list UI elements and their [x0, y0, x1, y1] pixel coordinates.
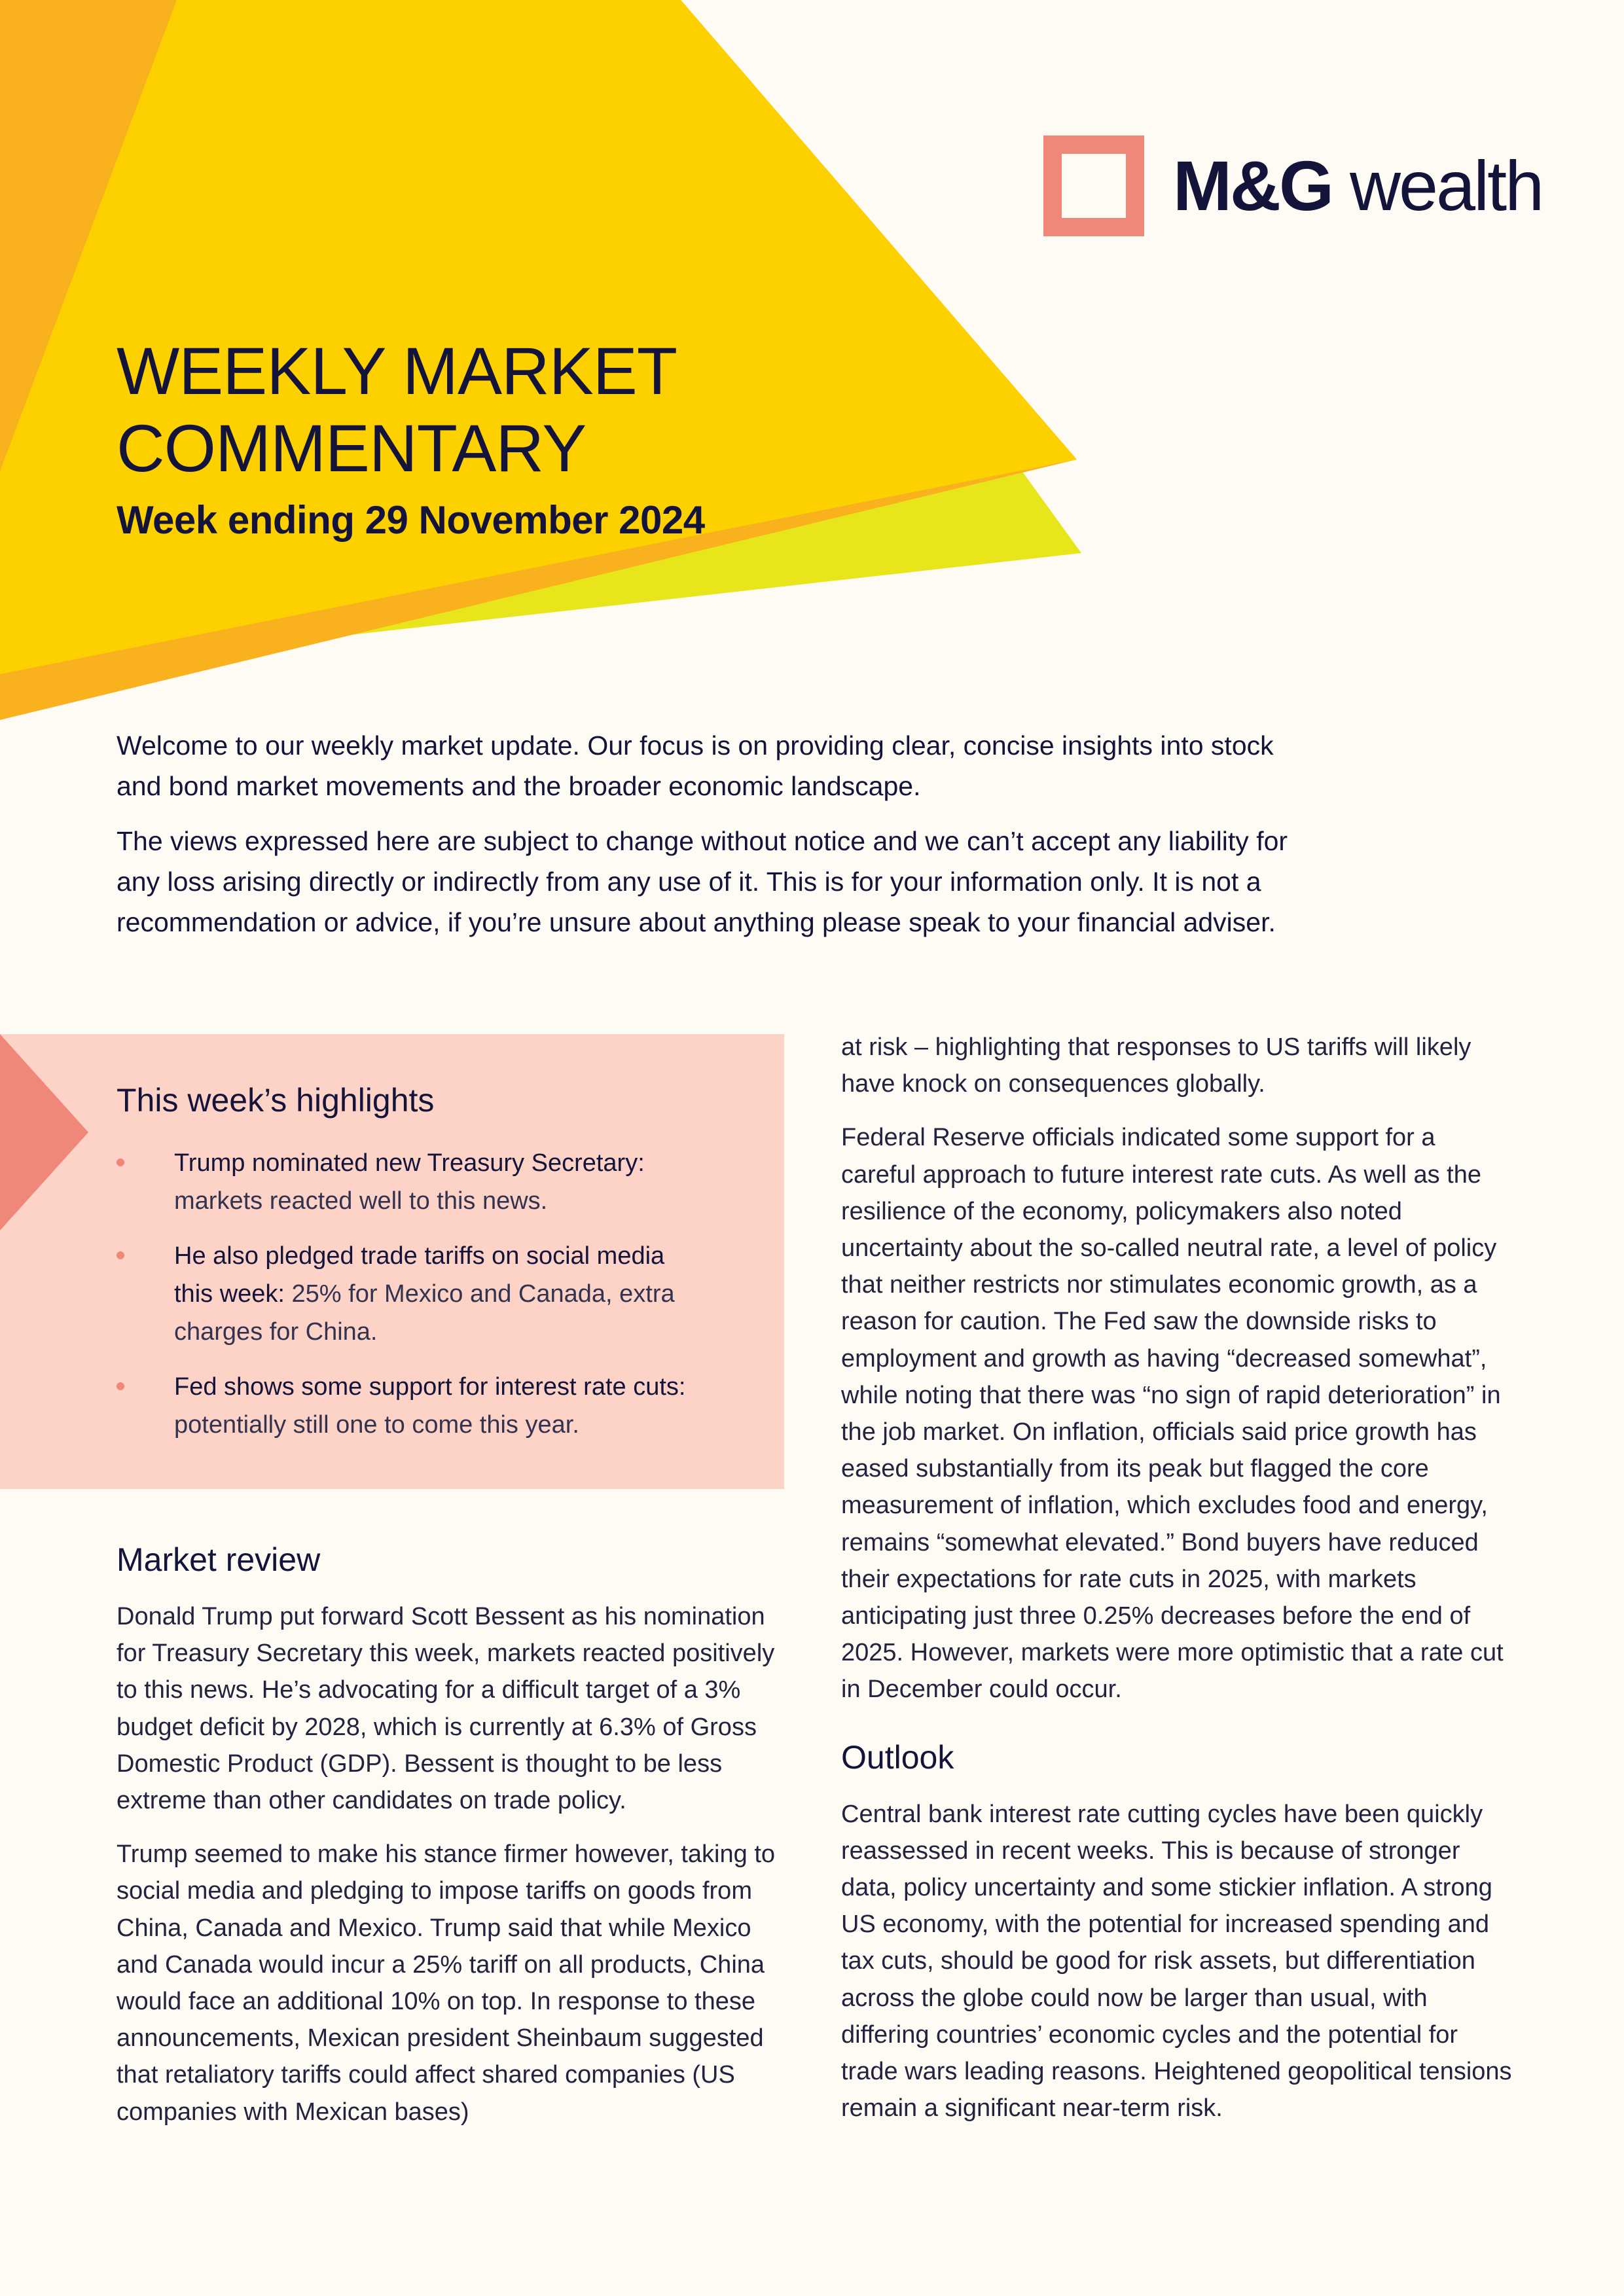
right-column	[841, 1029, 1515, 2144]
market-review-title: Market review	[117, 1541, 321, 1578]
highlight-item	[117, 1368, 706, 1444]
intro-paragraph-2: The views expressed here are subject to change without notice and we can’t accept any liability for any loss arising directly or indirectly from any use of it. This is for your information only. It is not a recommendation or advice, if you’re unsure about anything please speak to your financial adviser.	[117, 826, 1288, 937]
highlight-lead: Trump nominated new Treasury Secretary:	[174, 1149, 645, 1177]
page-subtitle: Week ending 29 November 2024	[117, 498, 705, 542]
logo-wordmark	[1173, 146, 1543, 225]
highlight-detail: markets reacted well to this news.	[174, 1187, 548, 1215]
outlook-title: Outlook	[841, 1738, 954, 1776]
highlight-item	[117, 1237, 706, 1351]
highlights-title: This week’s highlights	[117, 1082, 435, 1119]
market-review-column	[117, 1537, 791, 2147]
outlook-paragraph-1: Central bank interest rate cutting cycles have been quickly reassessed in recent weeks. This is because of stronger data, policy uncertainty and some stickier inflation. A strong US economy, with the potential for increased spending and tax cuts, should be good for risk assets, but differentiation across the globe could now be larger than usual, with differing countries’ economic cycles and the potential for trade wars leading reasons. Heightened geopolitical tensions remain a significant near-term risk.	[841, 1800, 1512, 2123]
bullet-icon	[117, 1251, 124, 1259]
market-review-paragraph-3: at risk – highlighting that responses to US tariffs will likely have knock on consequences globally.	[841, 1033, 1471, 1098]
logo-brand-bold: M&G	[1173, 146, 1332, 225]
highlight-item	[117, 1144, 706, 1220]
bullet-icon	[117, 1382, 124, 1390]
highlight-detail: 25% for Mexico and Canada, extra charges for China.	[174, 1280, 675, 1346]
market-review-paragraph-1: Donald Trump put forward Scott Bessent as his nomination for Treasury Secretary this week, markets reacted positively to this news. He’s advocating for a difficult target of a 3% budget deficit by 2028, which is currently at 6.3% of Gross Domestic Product (GDP). Bessent is thought to be less extreme than other candidates on trade policy.	[117, 1603, 775, 1815]
intro-paragraph-1: Welcome to our weekly market update. Our focus is on providing clear, concise insights into stock and bond market movements and the broader economic landscape.	[117, 730, 1274, 801]
highlights-arrow-icon	[0, 1034, 88, 1230]
logo-brand-light: wealth	[1331, 146, 1543, 225]
page-title: WEEKLY MARKET COMMENTARY	[117, 334, 676, 486]
market-review-paragraph-4: Federal Reserve officials indicated some support for a careful approach to future interest rate cuts. As well as the resilience of the economy, policymakers also noted uncertainty about the so-called neutral rate, a level of policy that neither restricts nor stimulates economic growth, as a reason for caution. The Fed saw the downside risks to employment and growth as having “decreased somewhat”, while noting that there was “no sign of rapid deterioration” in the job market. On inflation, officials said price growth has eased substantially from its peak but flagged the core measurement of inflation, which excludes food and energy, remains “somewhat elevated.” Bond buyers have reduced their expectations for rate cuts in 2025, with markets anticipating just three 0.25% decreases before the end of 2025. However, markets were more optimistic that a rate cut in December could occur.	[841, 1124, 1504, 1704]
intro-section	[117, 725, 1295, 957]
highlight-lead: Fed shows some support for interest rate cuts:	[174, 1373, 686, 1401]
highlight-detail: potentially still one to come this year.	[174, 1411, 579, 1439]
logo-square-icon	[1043, 135, 1144, 236]
highlights-list	[117, 1144, 706, 1461]
bullet-icon	[117, 1158, 124, 1166]
market-review-paragraph-2: Trump seemed to make his stance firmer however, taking to social media and pledging to impose tariffs on goods from China, Canada and Mexico. Trump said that while Mexico and Canada would incur a 25% tariff on all products, China would face an additional 10% on top. In response to these announcements, Mexican president Sheinbaum suggested that retaliatory tariffs could affect shared companies (US companies with Mexican bases)	[117, 1840, 776, 2126]
brand-logo	[1043, 135, 1542, 236]
highlight-lead: He also pledged trade tariffs on social media this week:	[174, 1242, 665, 1308]
